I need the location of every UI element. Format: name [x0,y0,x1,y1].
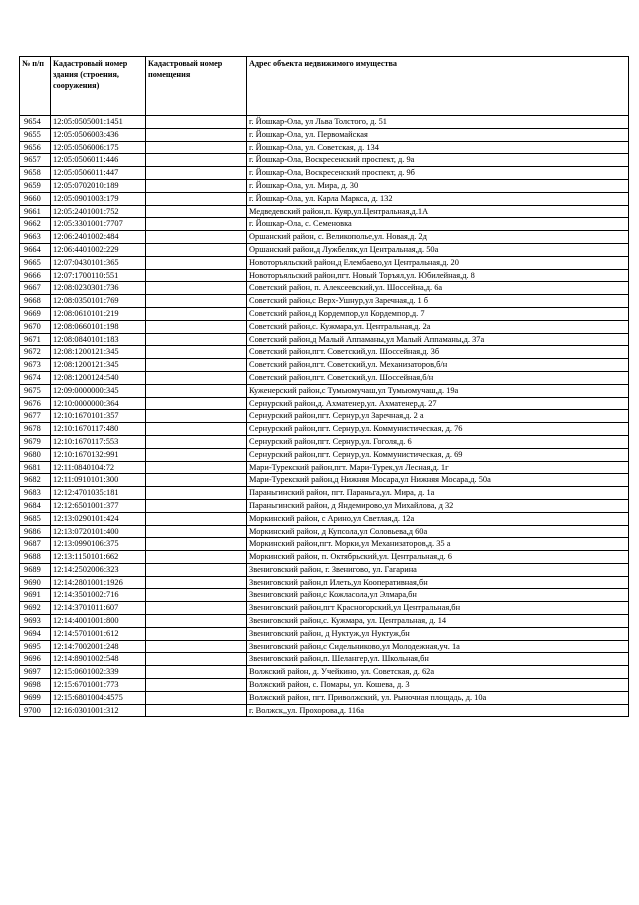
building-cadastral-cell: 12:08:1200124:540 [51,371,146,384]
table-row [20,615,629,628]
table-row [20,589,629,602]
address-cell: Волжский район, д. Учейкино, ул. Советская, д. 62а [247,666,629,679]
building-cadastral-cell: 12:06:2401002:484 [51,231,146,244]
premises-cadastral-cell [146,461,247,474]
building-cadastral-cell: 12:05:3301001:7707 [51,218,146,231]
building-cadastral-cell: 12:11:0910101:300 [51,474,146,487]
premises-cadastral-cell [146,487,247,500]
building-cadastral-cell: 12:08:0610101:219 [51,307,146,320]
row-number-cell: 9674 [20,371,51,384]
table-row [20,154,629,167]
row-number-cell: 9672 [20,346,51,359]
table-row [20,167,629,180]
row-number-cell: 9676 [20,397,51,410]
premises-cadastral-cell [146,691,247,704]
row-number-cell: 9673 [20,359,51,372]
premises-cadastral-cell [146,397,247,410]
address-cell: Параньгинский район, пгт. Параньга,ул. Мира, д. 1а [247,487,629,500]
row-number-cell: 9698 [20,679,51,692]
address-cell: Моркинский район, д Купсола,ул Соловьева,д 60а [247,525,629,538]
address-cell: г. Йошкар-Ола, ул. Мира, д. 30 [247,179,629,192]
table-row [20,461,629,474]
table-row [20,295,629,308]
table-row [20,205,629,218]
table-row [20,487,629,500]
table-row [20,704,629,717]
table-row [20,282,629,295]
building-cadastral-cell: 12:05:0506003:436 [51,128,146,141]
table-row [20,474,629,487]
table-row [20,512,629,525]
building-cadastral-cell: 12:14:2502006:323 [51,563,146,576]
row-number-cell: 9660 [20,192,51,205]
table-row [20,346,629,359]
row-number-cell: 9658 [20,167,51,180]
table-row [20,653,629,666]
row-number-cell: 9695 [20,640,51,653]
table-row [20,666,629,679]
table-row [20,563,629,576]
building-cadastral-cell: 12:07:0430101:365 [51,256,146,269]
premises-cadastral-cell [146,269,247,282]
address-cell: Советский район, п. Алексеевский,ул. Шоссейна,д. 6а [247,282,629,295]
address-cell: Моркинский район, с Арино,ул Светлая,д. 12а [247,512,629,525]
building-cadastral-cell: 12:08:0840101:183 [51,333,146,346]
table-row [20,333,629,346]
row-number-cell: 9692 [20,602,51,615]
row-number-cell: 9662 [20,218,51,231]
building-cadastral-cell: 12:12:4701035:181 [51,487,146,500]
table-body [20,116,629,717]
address-cell: Сернурский район,пгт. Сернур,ул. Гоголя,д. 6 [247,435,629,448]
row-number-cell: 9664 [20,243,51,256]
table-row [20,320,629,333]
premises-cadastral-cell [146,704,247,717]
building-cadastral-cell: 12:10:1670101:357 [51,410,146,423]
table-row [20,679,629,692]
premises-cadastral-cell [146,346,247,359]
building-cadastral-cell: 12:14:7002001:248 [51,640,146,653]
premises-cadastral-cell [146,589,247,602]
header-address: Адрес объекта недвижимого имущества [247,57,629,116]
table-row [20,243,629,256]
row-number-cell: 9667 [20,282,51,295]
address-cell: Советский район,пгт. Советский,ул. Механизаторов,б/н [247,359,629,372]
premises-cadastral-cell [146,435,247,448]
building-cadastral-cell: 12:08:0350101:769 [51,295,146,308]
row-number-cell: 9663 [20,231,51,244]
premises-cadastral-cell [146,410,247,423]
address-cell: Звениговский район,п. Шелангер,ул. Школьная,бн [247,653,629,666]
premises-cadastral-cell [146,218,247,231]
building-cadastral-cell: 12:09:0000000:345 [51,384,146,397]
row-number-cell: 9671 [20,333,51,346]
table-row [20,384,629,397]
table-row [20,576,629,589]
premises-cadastral-cell [146,141,247,154]
row-number-cell: 9681 [20,461,51,474]
address-cell: Советский район,д Малый Аппаманы,ул Малый Аппаманы,д. 37а [247,333,629,346]
address-cell: Звениговский район,с Кожласола,ул Элмара,бн [247,589,629,602]
address-cell: Звениговский район,с. Кужмара, ул. Центральная, д. 14 [247,615,629,628]
premises-cadastral-cell [146,359,247,372]
address-cell: Сернурский район,пгт. Сернур,ул. Коммунистическая, д. 76 [247,423,629,436]
row-number-cell: 9689 [20,563,51,576]
row-number-cell: 9669 [20,307,51,320]
row-number-cell: 9666 [20,269,51,282]
premises-cadastral-cell [146,602,247,615]
address-cell: Сернурский район,пгт. Сернур,ул Заречная,д. 2 а [247,410,629,423]
building-cadastral-cell: 12:15:0601002:339 [51,666,146,679]
premises-cadastral-cell [146,615,247,628]
table-row [20,179,629,192]
address-cell: г. Йошкар-Ола, ул. Карла Маркса, д. 132 [247,192,629,205]
address-cell: Мари-Турекский район,пгт. Мари-Турек,ул Лесная,д. 1г [247,461,629,474]
row-number-cell: 9682 [20,474,51,487]
row-number-cell: 9679 [20,435,51,448]
address-cell: Медведевский район,п. Куяр,ул.Центральная,д.1А [247,205,629,218]
premises-cadastral-cell [146,551,247,564]
table-row [20,627,629,640]
row-number-cell: 9678 [20,423,51,436]
row-number-cell: 9684 [20,499,51,512]
table-row [20,307,629,320]
table-row [20,141,629,154]
header-premises-cadastral-number: Кадастровый номер помещения [146,57,247,116]
table-row [20,551,629,564]
row-number-cell: 9680 [20,448,51,461]
premises-cadastral-cell [146,423,247,436]
building-cadastral-cell: 12:10:1670117:480 [51,423,146,436]
premises-cadastral-cell [146,282,247,295]
row-number-cell: 9659 [20,179,51,192]
table-row [20,371,629,384]
table-row [20,691,629,704]
premises-cadastral-cell [146,653,247,666]
building-cadastral-cell: 12:16:0301001:312 [51,704,146,717]
row-number-cell: 9687 [20,538,51,551]
address-cell: Новоторъяльский район,д Елембаево,ул Центральная,д. 20 [247,256,629,269]
premises-cadastral-cell [146,679,247,692]
row-number-cell: 9654 [20,116,51,129]
building-cadastral-cell: 12:05:0702010:189 [51,179,146,192]
building-cadastral-cell: 12:15:6801004:4575 [51,691,146,704]
table-row [20,602,629,615]
row-number-cell: 9691 [20,589,51,602]
address-cell: Моркинский район, п. Октябрьский,ул. Центральная,д. 6 [247,551,629,564]
table-header [20,57,629,116]
building-cadastral-cell: 12:05:0505001:1451 [51,116,146,129]
building-cadastral-cell: 12:13:0720101:400 [51,525,146,538]
row-number-cell: 9665 [20,256,51,269]
address-cell: г. Йошкар-Ола, ул. Советская, д. 134 [247,141,629,154]
table-row [20,448,629,461]
premises-cadastral-cell [146,512,247,525]
premises-cadastral-cell [146,384,247,397]
row-number-cell: 9693 [20,615,51,628]
address-cell: Советский район,пгт. Советский,ул. Шоссейная,б/н [247,371,629,384]
premises-cadastral-cell [146,640,247,653]
building-cadastral-cell: 12:14:3501002:716 [51,589,146,602]
premises-cadastral-cell [146,576,247,589]
table-row [20,538,629,551]
premises-cadastral-cell [146,192,247,205]
building-cadastral-cell: 12:13:1150101:662 [51,551,146,564]
address-cell: Волжский район, пгт. Приволжский, ул. Рыночная площадь, д. 10а [247,691,629,704]
row-number-cell: 9696 [20,653,51,666]
building-cadastral-cell: 12:14:3701011:607 [51,602,146,615]
row-number-cell: 9656 [20,141,51,154]
premises-cadastral-cell [146,295,247,308]
address-cell: Волжский район, с. Помары, ул. Кошева, д. 3 [247,679,629,692]
building-cadastral-cell: 12:05:0506011:447 [51,167,146,180]
building-cadastral-cell: 12:13:0290101:424 [51,512,146,525]
table-row [20,397,629,410]
building-cadastral-cell: 12:10:1670117:553 [51,435,146,448]
row-number-cell: 9697 [20,666,51,679]
building-cadastral-cell: 12:10:1670132:991 [51,448,146,461]
row-number-cell: 9694 [20,627,51,640]
address-cell: Звениговский район, г. Звенигово, ул. Гагарина [247,563,629,576]
address-cell: Советский район,с. Кужмара,ул. Центральная,д. 2а [247,320,629,333]
table-row [20,231,629,244]
premises-cadastral-cell [146,154,247,167]
premises-cadastral-cell [146,205,247,218]
address-cell: г. Йошкар-Ола, ул Льва Толстого, д. 51 [247,116,629,129]
table-row [20,525,629,538]
row-number-cell: 9675 [20,384,51,397]
address-cell: Звениговский район,п Илеть,ул Кооперативная,бн [247,576,629,589]
building-cadastral-cell: 12:14:2801001:1926 [51,576,146,589]
table-row [20,640,629,653]
table-row [20,269,629,282]
building-cadastral-cell: 12:08:0660101:198 [51,320,146,333]
row-number-cell: 9661 [20,205,51,218]
premises-cadastral-cell [146,116,247,129]
building-cadastral-cell: 12:12:6501001:377 [51,499,146,512]
premises-cadastral-cell [146,538,247,551]
building-cadastral-cell: 12:05:0901003:179 [51,192,146,205]
address-cell: Звениговский район,с Сидельниково,ул Молодежная,уч. 1а [247,640,629,653]
building-cadastral-cell: 12:13:0990106:375 [51,538,146,551]
table-row [20,423,629,436]
address-cell: Оршанский район,д Лужбеляк,ул Центральная,д. 50а [247,243,629,256]
premises-cadastral-cell [146,563,247,576]
premises-cadastral-cell [146,307,247,320]
table-row [20,435,629,448]
table-row [20,499,629,512]
premises-cadastral-cell [146,243,247,256]
address-cell: Советский район,с Верх-Ушнур,ул Заречная,д. 1 б [247,295,629,308]
address-cell: Куженерский район,с Тумьюмучаш,ул Тумьюмучаш,д. 19а [247,384,629,397]
address-cell: Советский район,пгт. Советский,ул. Шоссейная,д. 3б [247,346,629,359]
building-cadastral-cell: 12:14:4001001:800 [51,615,146,628]
row-number-cell: 9668 [20,295,51,308]
row-number-cell: 9677 [20,410,51,423]
address-cell: Моркинский район,пгт. Морки,ул Механизаторов,д. 35 а [247,538,629,551]
address-cell: Мари-Турекский район,д Нижняя Мосара,ул Нижняя Мосара,д. 50а [247,474,629,487]
row-number-cell: 9699 [20,691,51,704]
row-number-cell: 9700 [20,704,51,717]
real-estate-registry-table [19,56,629,717]
building-cadastral-cell: 12:08:1200121:345 [51,359,146,372]
address-cell: Сернурский район,пгт. Сернур,ул. Коммунистическая, д. 69 [247,448,629,461]
building-cadastral-cell: 12:05:2401001:752 [51,205,146,218]
header-building-cadastral-number: Кадастровый номер здания (строения, сооружения) [51,57,146,116]
document-page [19,56,628,717]
building-cadastral-cell: 12:08:1200121:345 [51,346,146,359]
premises-cadastral-cell [146,320,247,333]
address-cell: г. Йошкар-Ола, Воскресенский проспект, д. 9б [247,167,629,180]
building-cadastral-cell: 12:14:8901002:548 [51,653,146,666]
row-number-cell: 9670 [20,320,51,333]
building-cadastral-cell: 12:05:0506006:175 [51,141,146,154]
building-cadastral-cell: 12:15:6701001:773 [51,679,146,692]
premises-cadastral-cell [146,256,247,269]
building-cadastral-cell: 12:08:0230301:736 [51,282,146,295]
row-number-cell: 9688 [20,551,51,564]
row-number-cell: 9686 [20,525,51,538]
address-cell: Советский район,д Кордемпор,ул Кордемпор,д. 7 [247,307,629,320]
premises-cadastral-cell [146,627,247,640]
row-number-cell: 9655 [20,128,51,141]
building-cadastral-cell: 12:06:4401002:229 [51,243,146,256]
premises-cadastral-cell [146,371,247,384]
building-cadastral-cell: 12:07:1700110:551 [51,269,146,282]
row-number-cell: 9657 [20,154,51,167]
table-row [20,192,629,205]
address-cell: Звениговский район,пгт Красногорский,ул Центральная,бн [247,602,629,615]
table-row [20,359,629,372]
premises-cadastral-cell [146,167,247,180]
premises-cadastral-cell [146,333,247,346]
table-row [20,128,629,141]
row-number-cell: 9685 [20,512,51,525]
building-cadastral-cell: 12:14:5701001:612 [51,627,146,640]
premises-cadastral-cell [146,231,247,244]
building-cadastral-cell: 12:10:0000000:364 [51,397,146,410]
address-cell: Сернурский район,д. Ахматенер,ул. Ахматенер,д. 27 [247,397,629,410]
premises-cadastral-cell [146,179,247,192]
address-cell: г. Йошкар-Ола, с. Семеновка [247,218,629,231]
building-cadastral-cell: 12:11:0840104:72 [51,461,146,474]
address-cell: Звениговский район, д Нуктуж,ул Нуктуж,бн [247,627,629,640]
address-cell: Новоторъяльский район,пгт. Новый Торъял,ул. Юбилейная,д. 8 [247,269,629,282]
premises-cadastral-cell [146,499,247,512]
building-cadastral-cell: 12:05:0506011:446 [51,154,146,167]
address-cell: Оршанский район, с. Великополье,ул. Новая,д. 2д [247,231,629,244]
table-row [20,410,629,423]
address-cell: г. Волжск,,ул. Прохорова,д. 116а [247,704,629,717]
row-number-cell: 9683 [20,487,51,500]
address-cell: г. Йошкар-Ола, ул. Первомайская [247,128,629,141]
header-row-number: № п/п [20,57,51,116]
table-row [20,218,629,231]
premises-cadastral-cell [146,448,247,461]
premises-cadastral-cell [146,666,247,679]
premises-cadastral-cell [146,525,247,538]
row-number-cell: 9690 [20,576,51,589]
table-row [20,256,629,269]
premises-cadastral-cell [146,474,247,487]
table-row [20,116,629,129]
premises-cadastral-cell [146,128,247,141]
address-cell: г. Йошкар-Ола, Воскресенский проспект, д. 9а [247,154,629,167]
header-row [20,57,629,116]
address-cell: Параньгинский район, д Яндемирово,ул Михайлова, д 32 [247,499,629,512]
